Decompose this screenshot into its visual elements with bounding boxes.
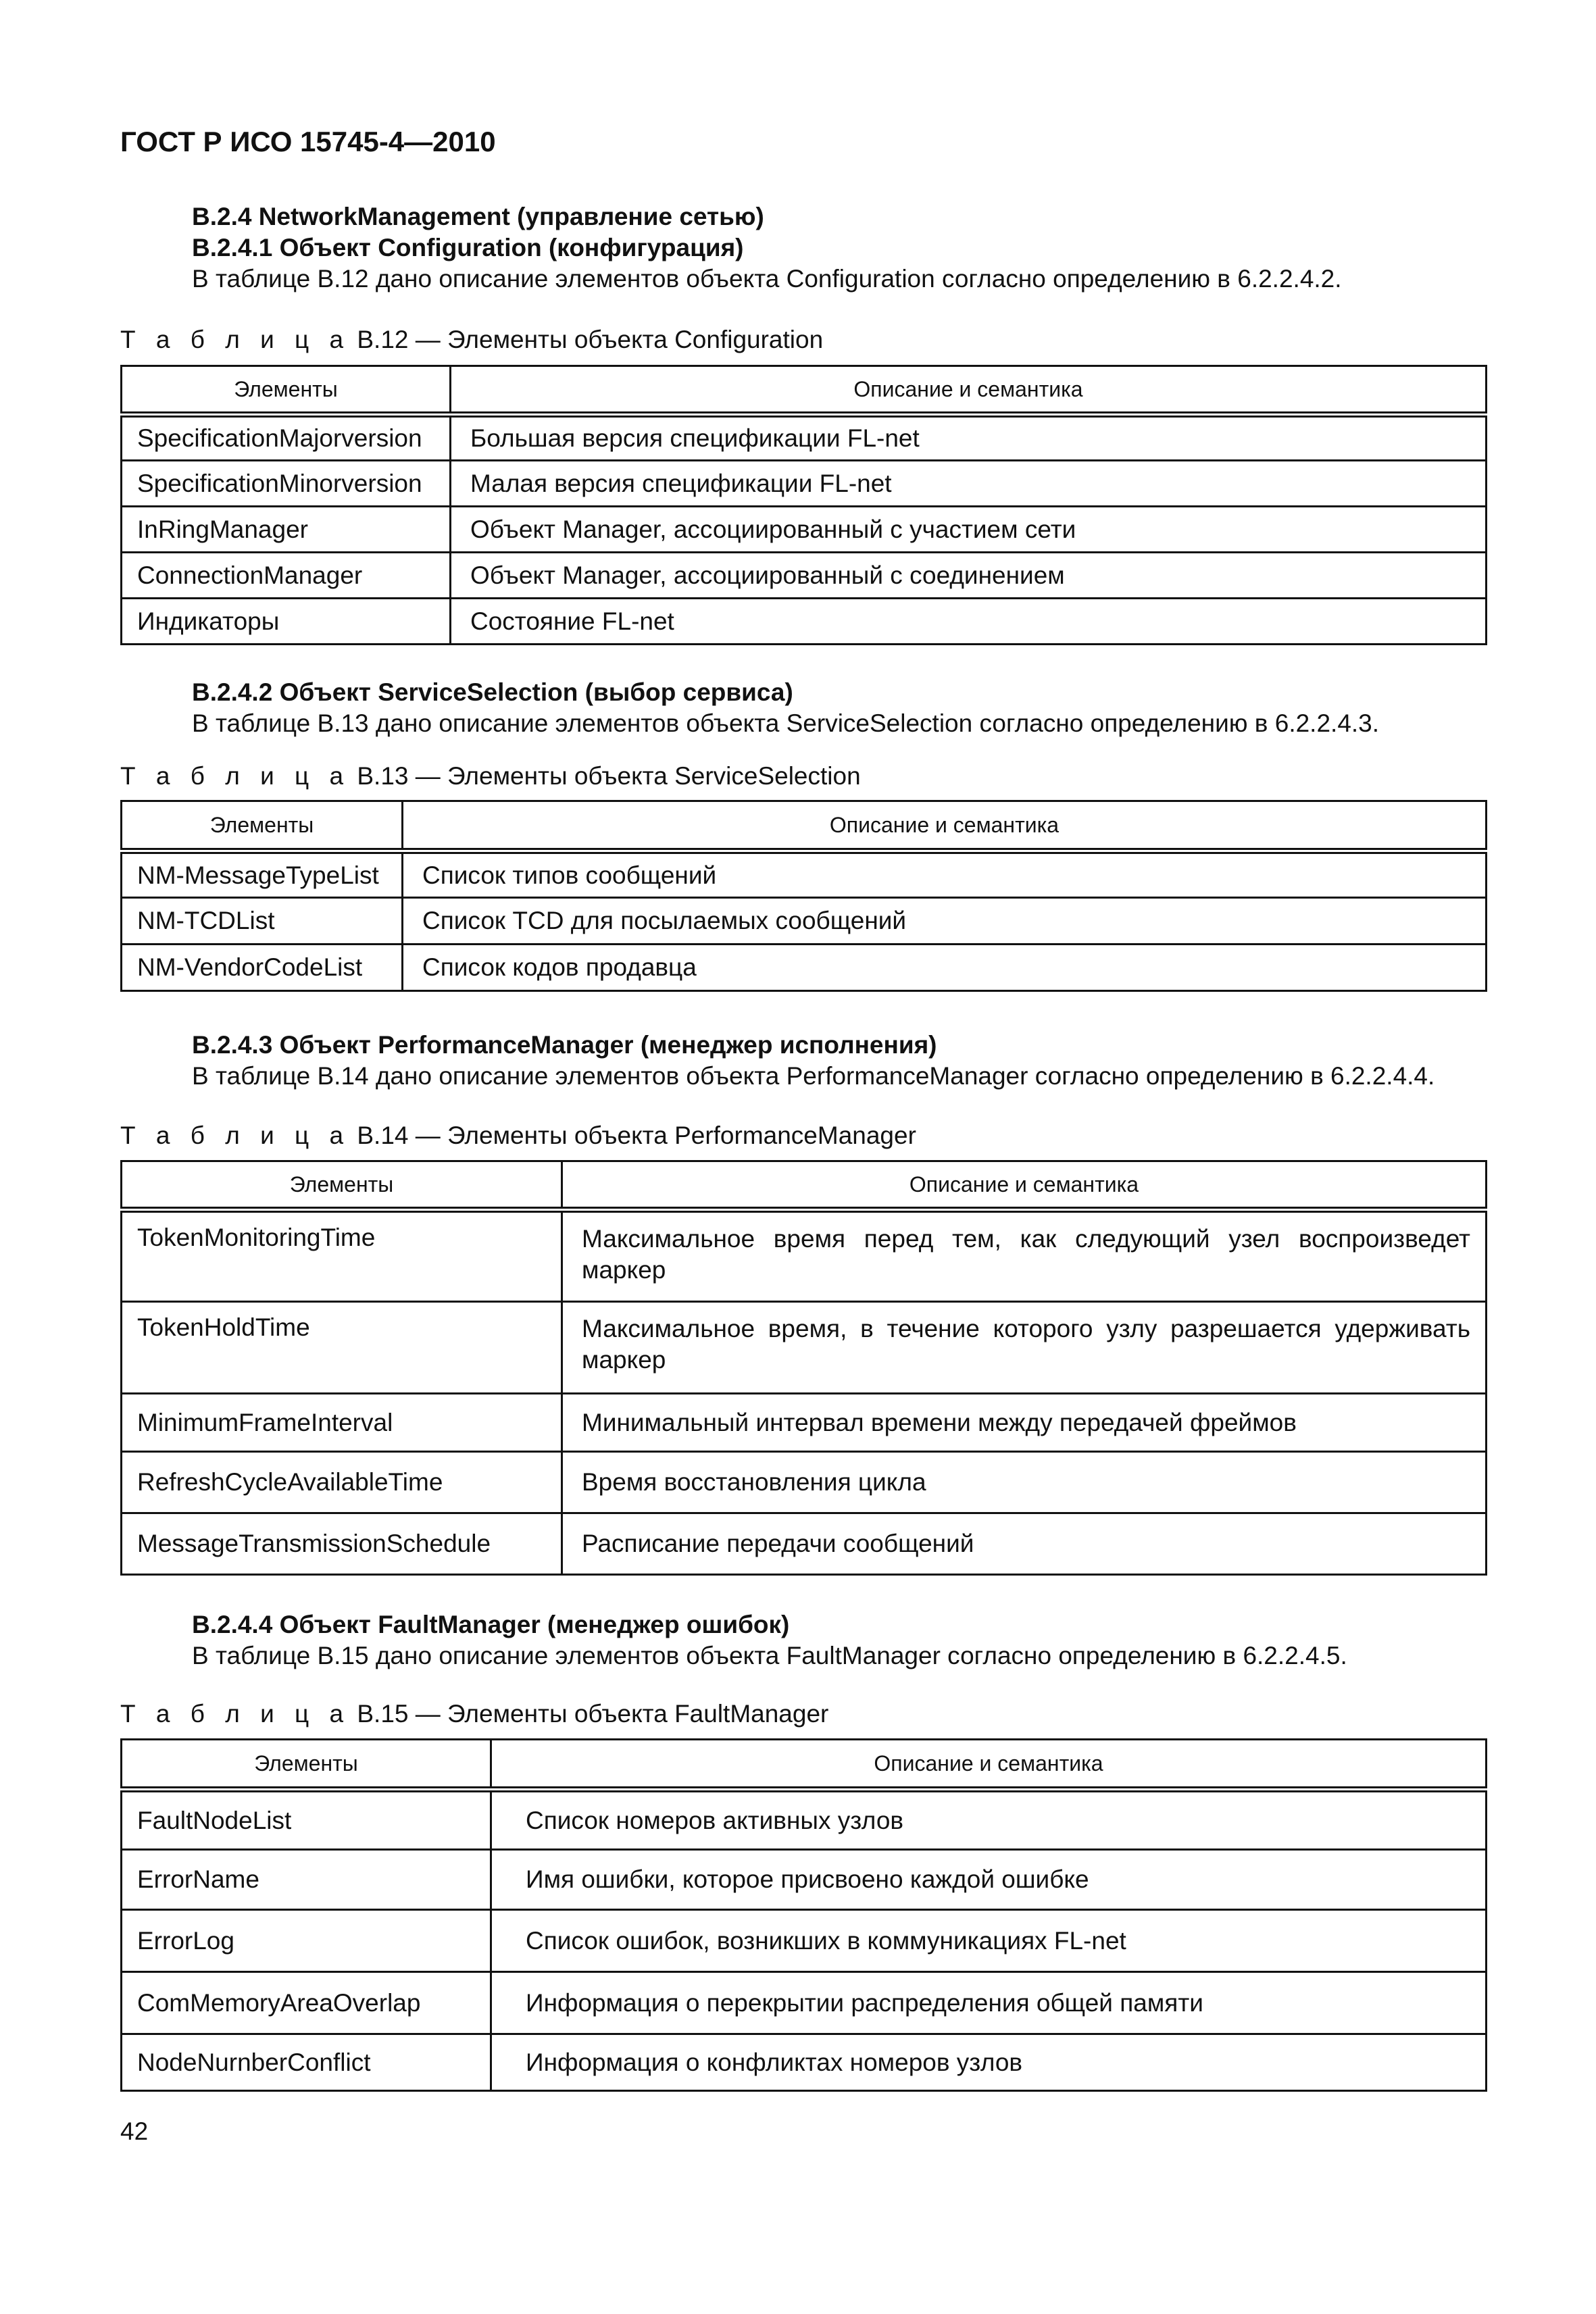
cell-description: Минимальный интервал времени между передачей фреймов [562, 1394, 1487, 1452]
section-heading-b24: В.2.4 NetworkManagement (управление сетью) [192, 203, 764, 230]
cell-element: MinimumFrameInterval [122, 1394, 562, 1452]
caption-label: Т а б л и ц а [120, 1122, 351, 1149]
section-heading-b242: В.2.4.2 Объект ServiceSelection (выбор сервиса) [192, 678, 793, 706]
table-b13 [120, 800, 1487, 992]
cell-element: SpecificationMinorversion [122, 461, 451, 507]
cell-description: Расписание передачи сообщений [562, 1513, 1487, 1575]
cell-element: Индикаторы [122, 599, 451, 645]
table-row [122, 898, 1487, 945]
cell-description: Состояние FL-net [451, 599, 1487, 645]
table-b12 [120, 365, 1487, 645]
cell-description: Максимальное время, в течение которого узлу разрешается удерживать маркер [562, 1302, 1487, 1394]
cell-element: ConnectionManager [122, 553, 451, 599]
cell-description: Объект Manager, ассоциированный с соединением [451, 553, 1487, 599]
table-row [122, 1513, 1487, 1575]
paragraph-b243: В таблице В.14 дано описание элементов объекта PerformanceManager согласно определению в 6.2.2.4.4. [192, 1062, 1435, 1090]
caption-text: В.12 — Элементы объекта Configuration [350, 326, 824, 353]
cell-element: SpecificationMajorversion [122, 415, 451, 461]
table-header-row [122, 1740, 1487, 1790]
page-number: 42 [120, 2117, 149, 2145]
table-row [122, 507, 1487, 553]
table-row [122, 1850, 1487, 1910]
cell-description: Максимальное время перед тем, как следующий узел воспроизведет маркер [562, 1210, 1487, 1302]
cell-description: Время восстановления цикла [562, 1452, 1487, 1513]
paragraph-b242: В таблице В.13 дано описание элементов объекта ServiceSelection согласно определению в 6.2.2.4.3. [192, 709, 1380, 737]
table-caption-b14 [120, 1122, 916, 1150]
paragraph-b244: В таблице В.15 дано описание элементов объекта FaultManager согласно определению в 6.2.2.4.5. [192, 1642, 1347, 1669]
cell-description: Большая версия спецификации FL-net [451, 415, 1487, 461]
paragraph-b241: В таблице В.12 дано описание элементов объекта Configuration согласно определению в 6.2.2.4.2. [192, 265, 1342, 293]
column-header-elements: Элементы [122, 1740, 491, 1790]
cell-description: Список кодов продавца [403, 945, 1487, 991]
document-header: ГОСТ Р ИСО 15745-4—2010 [120, 126, 496, 157]
table-header-row [122, 366, 1487, 415]
cell-element: NM-MessageTypeList [122, 851, 403, 898]
cell-description: Объект Manager, ассоциированный с участием сети [451, 507, 1487, 553]
caption-text: В.14 — Элементы объекта PerformanceManager [350, 1122, 916, 1149]
cell-element: TokenHoldTime [122, 1302, 562, 1394]
table-row [122, 1452, 1487, 1513]
table-header-row [122, 1161, 1487, 1210]
cell-description: Малая версия спецификации FL-net [451, 461, 1487, 507]
table-row [122, 2034, 1487, 2091]
column-header-elements: Элементы [122, 1161, 562, 1210]
cell-element: ErrorLog [122, 1910, 491, 1972]
cell-description: Информация о перекрытии распределения общей памяти [491, 1972, 1487, 2034]
table-b15 [120, 1738, 1487, 2092]
table-row [122, 1394, 1487, 1452]
cell-element: NM-VendorCodeList [122, 945, 403, 991]
cell-description: Список номеров активных узлов [491, 1790, 1487, 1850]
table-row [122, 1790, 1487, 1850]
section-heading-b243: В.2.4.3 Объект PerformanceManager (менеджер исполнения) [192, 1031, 937, 1059]
section-heading-b241: В.2.4.1 Объект Configuration (конфигурация) [192, 234, 744, 261]
column-header-elements: Элементы [122, 366, 451, 415]
cell-description: Список типов сообщений [403, 851, 1487, 898]
cell-element: FaultNodeList [122, 1790, 491, 1850]
cell-description: Информация о конфликтах номеров узлов [491, 2034, 1487, 2091]
table-b14 [120, 1160, 1487, 1576]
cell-element: RefreshCycleAvailableTime [122, 1452, 562, 1513]
cell-element: NM-TCDList [122, 898, 403, 945]
table-row [122, 1972, 1487, 2034]
caption-text: В.15 — Элементы объекта FaultManager [350, 1700, 829, 1728]
cell-description: Список TCD для посылаемых сообщений [403, 898, 1487, 945]
table-caption-b13 [120, 762, 861, 790]
cell-element: ErrorName [122, 1850, 491, 1910]
cell-element: NodeNurnberConflict [122, 2034, 491, 2091]
cell-element: InRingManager [122, 507, 451, 553]
cell-description: Список ошибок, возникших в коммуникациях FL-net [491, 1910, 1487, 1972]
table-row [122, 415, 1487, 461]
table-row [122, 599, 1487, 645]
table-caption-b15 [120, 1700, 828, 1728]
caption-label: Т а б л и ц а [120, 1700, 351, 1728]
table-row [122, 1210, 1487, 1302]
table-row [122, 553, 1487, 599]
column-header-elements: Элементы [122, 801, 403, 851]
caption-label: Т а б л и ц а [120, 326, 351, 353]
column-header-description: Описание и семантика [562, 1161, 1487, 1210]
column-header-description: Описание и семантика [491, 1740, 1487, 1790]
table-row [122, 1302, 1487, 1394]
cell-element: TokenMonitoringTime [122, 1210, 562, 1302]
column-header-description: Описание и семантика [403, 801, 1487, 851]
cell-element: ComMemoryAreaOverlap [122, 1972, 491, 2034]
table-caption-b12 [120, 326, 823, 354]
cell-element: MessageTransmissionSchedule [122, 1513, 562, 1575]
caption-text: В.13 — Элементы объекта ServiceSelection [350, 762, 861, 790]
table-row [122, 1910, 1487, 1972]
table-header-row [122, 801, 1487, 851]
table-row [122, 461, 1487, 507]
table-row [122, 851, 1487, 898]
caption-label: Т а б л и ц а [120, 762, 351, 790]
section-heading-b244: В.2.4.4 Объект FaultManager (менеджер ошибок) [192, 1611, 790, 1638]
column-header-description: Описание и семантика [451, 366, 1487, 415]
cell-description: Имя ошибки, которое присвоено каждой ошибке [491, 1850, 1487, 1910]
table-row [122, 945, 1487, 991]
